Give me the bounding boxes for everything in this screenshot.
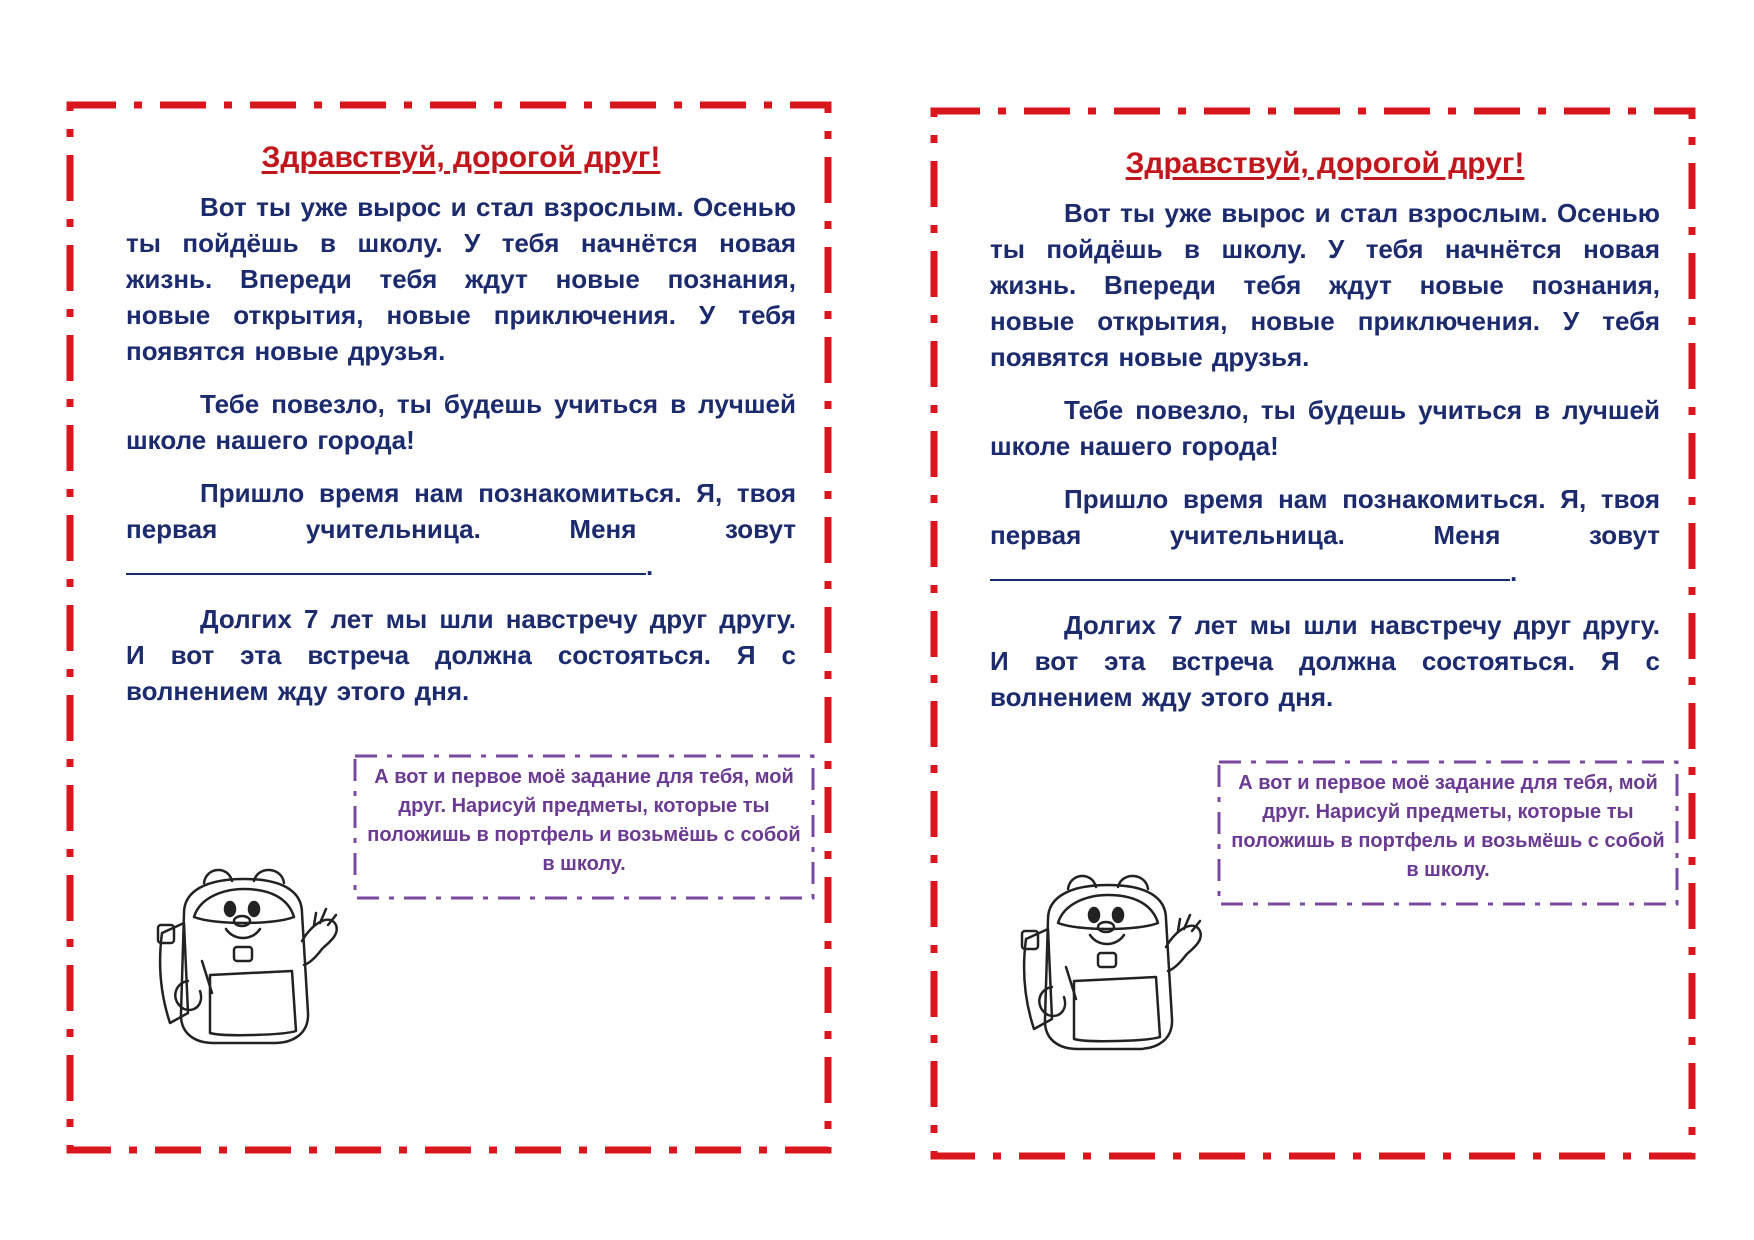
- teacher-name-blank[interactable]: [126, 547, 646, 575]
- backpack-mascot-icon: [144, 863, 344, 1063]
- paragraph-introduction-end: .: [1510, 557, 1518, 587]
- task-box: [352, 753, 816, 901]
- paragraph-intro: Вот ты уже вырос и стал взрослым. Осенью ты пойдёшь в школу. У тебя начнётся новая жизнь. Впереди тебя ждут новые познания, новые открытия, новые приключения. У тебя появятся новые друзья.: [126, 192, 796, 366]
- teacher-name-blank[interactable]: [990, 553, 1510, 581]
- task-text: А вот и первое моё задание для тебя, мой друг. Нарисуй предметы, которые ты положишь в портфель и возьмёшь с собой в школу.: [367, 766, 801, 875]
- paragraph-introduction-text: Пришло время нам познакомиться. Я, твоя первая учительница. Меня зовут: [126, 478, 796, 544]
- letter-card-left: [66, 101, 832, 1154]
- letter-card-right: [930, 107, 1696, 1160]
- backpack-mascot-icon: [1008, 869, 1208, 1069]
- paragraph-school: Тебе повезло, ты будешь учиться в лучшей школе нашего города!: [126, 389, 796, 455]
- paragraph-meeting: Долгих 7 лет мы шли навстречу друг другу. И вот эта встреча должна состояться. Я с волнением жду этого дня.: [126, 604, 796, 706]
- paragraph-school: Тебе повезло, ты будешь учиться в лучшей школе нашего города!: [990, 395, 1660, 461]
- letter-title: Здравствуй, дорогой друг!: [1125, 147, 1525, 180]
- letter-body: [990, 147, 1660, 732]
- paragraph-introduction: [990, 481, 1660, 590]
- paragraph-introduction-end: .: [646, 551, 654, 581]
- paragraph-meeting: Долгих 7 лет мы шли навстречу друг другу. И вот эта встреча должна состояться. Я с волнением жду этого дня.: [990, 610, 1660, 712]
- paragraph-intro: Вот ты уже вырос и стал взрослым. Осенью ты пойдёшь в школу. У тебя начнётся новая жизнь. Впереди тебя ждут новые познания, новые открытия, новые приключения. У тебя появятся новые друзья.: [990, 198, 1660, 372]
- paragraph-introduction-text: Пришло время нам познакомиться. Я, твоя первая учительница. Меня зовут: [990, 484, 1660, 550]
- letter-body: [126, 141, 796, 726]
- task-text: А вот и первое моё задание для тебя, мой друг. Нарисуй предметы, которые ты положишь в портфель и возьмёшь с собой в школу.: [1231, 772, 1665, 881]
- paragraph-introduction: [126, 475, 796, 584]
- task-box: [1216, 759, 1680, 907]
- letter-title: Здравствуй, дорогой друг!: [261, 141, 661, 174]
